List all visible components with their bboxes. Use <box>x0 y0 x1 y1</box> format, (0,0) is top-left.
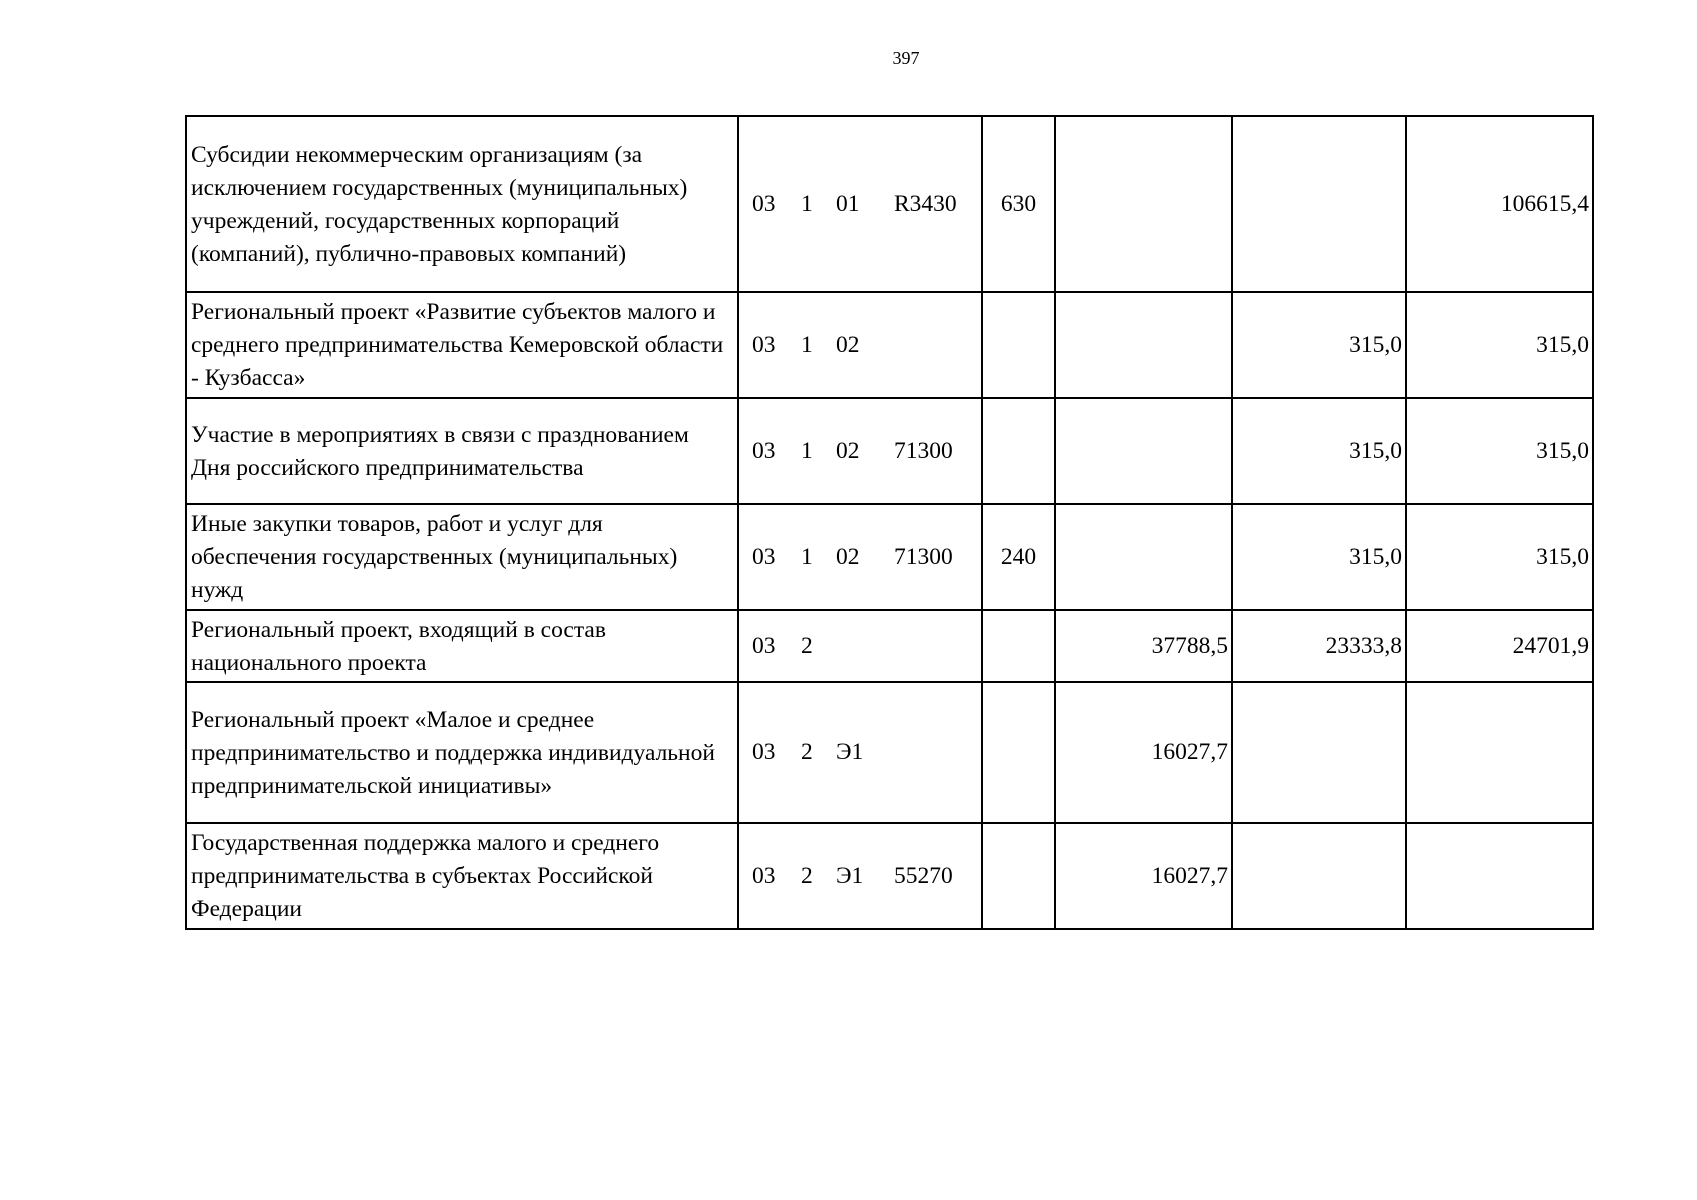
row-sum-year2 <box>1232 682 1406 823</box>
row-sum-year3: 315,0 <box>1406 398 1593 504</box>
row-expense-type: 240 <box>982 504 1055 610</box>
code-event: 01 <box>836 190 860 217</box>
code-direction: 71300 <box>894 543 953 570</box>
row-sum-year1: 37788,5 <box>1055 610 1232 682</box>
code-subprogram: 1 <box>801 190 813 217</box>
row-sum-year3: 24701,9 <box>1406 610 1593 682</box>
code-direction: 71300 <box>894 437 953 464</box>
row-name: Государственная поддержка малого и среднего предпринимательства в субъектах Российской Федерации <box>186 823 738 929</box>
code-program: 03 <box>752 632 776 659</box>
table-row <box>186 682 1593 823</box>
code-program: 03 <box>752 331 776 358</box>
row-code <box>738 398 982 504</box>
code-event: 02 <box>836 437 860 464</box>
row-sum-year3: 315,0 <box>1406 292 1593 398</box>
row-sum-year1 <box>1055 398 1232 504</box>
code-event: 02 <box>836 331 860 358</box>
row-sum-year2: 315,0 <box>1232 398 1406 504</box>
code-subprogram: 2 <box>801 739 813 765</box>
table-row <box>186 823 1593 929</box>
budget-table <box>185 115 1594 930</box>
row-sum-year2: 315,0 <box>1232 504 1406 610</box>
row-sum-year1 <box>1055 116 1232 292</box>
code-event: 02 <box>836 543 860 570</box>
code-subprogram: 2 <box>801 632 813 659</box>
row-expense-type <box>982 292 1055 398</box>
code-program: 03 <box>752 862 776 889</box>
code-program: 03 <box>752 543 776 570</box>
code-program: 03 <box>752 739 776 765</box>
table-row <box>186 116 1593 292</box>
row-sum-year2 <box>1232 116 1406 292</box>
row-sum-year3 <box>1406 682 1593 823</box>
code-direction: R3430 <box>894 190 957 217</box>
table-row <box>186 610 1593 682</box>
row-expense-type <box>982 610 1055 682</box>
code-event: Э1 <box>836 739 864 765</box>
row-name: Субсидии некоммерческим организациям (за исключением государственных (муниципальных) учреждений, государственных корпораций (компаний), публично-правовых компаний) <box>186 116 738 292</box>
row-name: Участие в мероприятиях в связи с празднованием Дня российского предпринимательства <box>186 398 738 504</box>
row-expense-type <box>982 398 1055 504</box>
row-expense-type <box>982 823 1055 929</box>
code-subprogram: 2 <box>801 862 813 889</box>
code-program: 03 <box>752 437 776 464</box>
row-code <box>738 292 982 398</box>
row-name: Региональный проект, входящий в состав национального проекта <box>186 610 738 682</box>
row-sum-year1 <box>1055 292 1232 398</box>
row-name: Иные закупки товаров, работ и услуг для обеспечения государственных (муниципальных) нужд <box>186 504 738 610</box>
row-expense-type: 630 <box>982 116 1055 292</box>
row-sum-year2: 315,0 <box>1232 292 1406 398</box>
code-subprogram: 1 <box>801 331 813 358</box>
row-sum-year3: 106615,4 <box>1406 116 1593 292</box>
row-sum-year1: 16027,7 <box>1055 682 1232 823</box>
row-code <box>738 504 982 610</box>
page-number: 397 <box>892 48 920 68</box>
row-code <box>738 610 982 682</box>
table-row <box>186 504 1593 610</box>
code-subprogram: 1 <box>801 543 813 570</box>
row-sum-year3 <box>1406 823 1593 929</box>
row-code <box>738 682 982 823</box>
code-event: Э1 <box>836 862 864 889</box>
row-name: Региональный проект «Малое и среднее предпринимательство и поддержка индивидуальной предпринимательской инициативы» <box>186 682 738 823</box>
row-sum-year2 <box>1232 823 1406 929</box>
row-sum-year3: 315,0 <box>1406 504 1593 610</box>
table-row <box>186 292 1593 398</box>
row-sum-year2: 23333,8 <box>1232 610 1406 682</box>
row-name: Региональный проект «Развитие субъектов малого и среднего предпринимательства Кемеровской области - Кузбасса» <box>186 292 738 398</box>
table-row <box>186 398 1593 504</box>
code-subprogram: 1 <box>801 437 813 464</box>
row-sum-year1 <box>1055 504 1232 610</box>
row-expense-type <box>982 682 1055 823</box>
row-code <box>738 823 982 929</box>
code-program: 03 <box>752 190 776 217</box>
code-direction: 55270 <box>894 862 953 889</box>
row-sum-year1: 16027,7 <box>1055 823 1232 929</box>
row-code <box>738 116 982 292</box>
